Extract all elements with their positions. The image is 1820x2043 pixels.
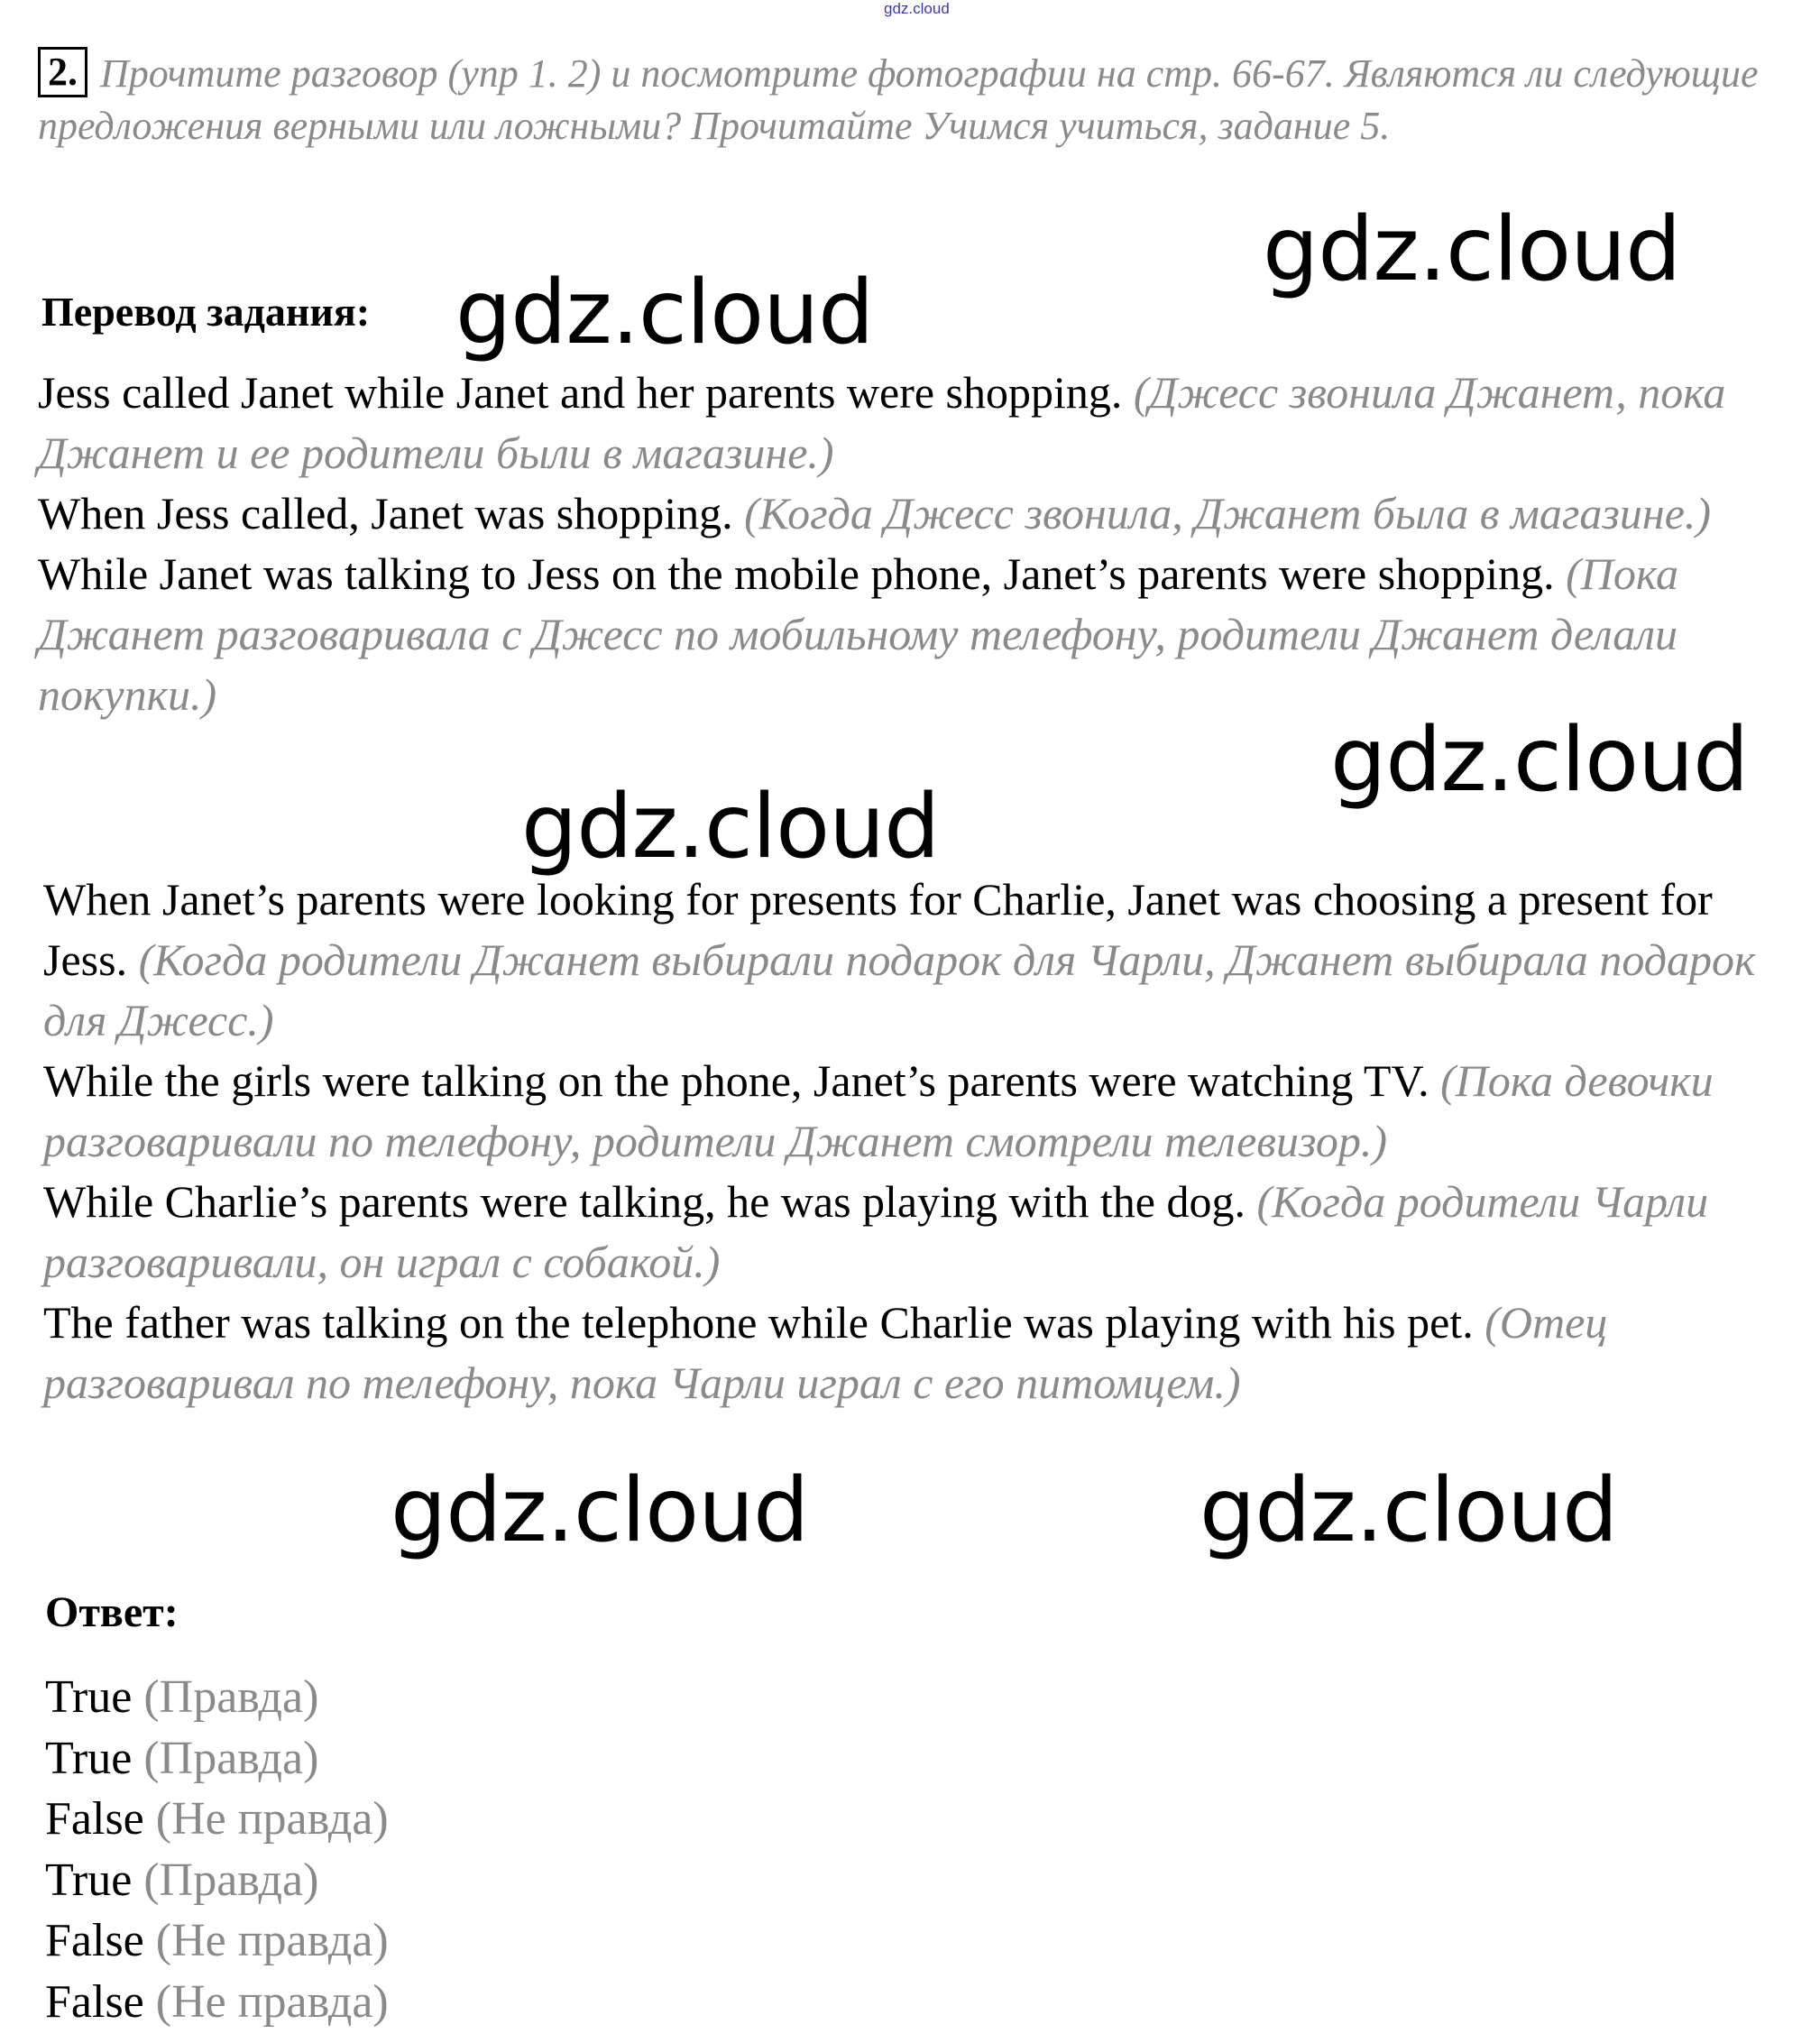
answer-ru: (Правда) [143,1854,319,1906]
answer-item [45,1789,389,1850]
task-number: 2. [38,47,87,97]
sentence [43,1051,1802,1172]
sentence-en: When Janet’s parents were looking for presents for Charlie, Janet was choosing a present for Jess. [43,874,1713,985]
answer-en: True [45,1671,133,1723]
sentence-en: The father was talking on the telephone while Charlie was playing with his pet. [43,1297,1474,1348]
answer-ru: (Не правда) [155,1975,389,2028]
sentence-en: When Jess called, Janet was shopping. [38,488,733,538]
watermark: gdz.cloud [1330,709,1749,812]
answer-en: False [45,1915,144,1966]
watermark: gdz.cloud [1263,198,1681,301]
answer-item [45,1910,389,1972]
sentence-group-2 [43,870,1802,1413]
watermark: gdz.cloud [1200,1459,1618,1562]
sentence-en: While Janet was talking to Jess on the mobile phone, Janet’s parents were shopping. [38,548,1555,599]
sentence-ru: (Когда родители Джанет выбирали подарок для Чарли, Джанет выбирала подарок для Джесс.) [43,934,1756,1045]
answer-en: True [45,1732,133,1784]
answer-item [45,1728,389,1790]
sentence-ru: (Когда родители Чарли разговаривали, он играл с собакой.) [43,1176,1709,1287]
sentence-en: While the girls were talking on the phone, Janet’s parents were watching TV. [43,1055,1429,1106]
sentence-ru: (Пока Джанет разговаривала с Джесс по мобильному телефону, родители Джанет делали покупки.) [38,548,1678,720]
answer-en: False [45,1975,144,2028]
answer-list [45,1667,389,2032]
sentence-ru: (Джесс звонила Джанет, пока Джанет и ее родители были в магазине.) [38,367,1726,478]
watermark: gdz.cloud [391,1459,809,1562]
answer-ru: (Не правда) [155,1793,389,1845]
sentence [38,363,1797,483]
sentence [43,1172,1802,1293]
sentence-ru: (Пока девочки разговаривали по телефону, родители Джанет смотрели телевизор.) [43,1055,1714,1166]
answer-item [45,1972,389,2033]
answer-heading: Ответ: [45,1588,179,1636]
sentence [43,1293,1802,1413]
task-text: Прочтите разговор (упр 1. 2) и посмотрите фотографии на стр. 66-67. Являются ли следующие предложения верными или ложными? Прочитайте Учимся учиться, задание 5. [38,51,1759,148]
sentence [43,870,1802,1051]
sentence-ru: (Отец разговаривал по телефону, пока Чарли играл с его питомцем.) [43,1297,1608,1408]
sentence-ru: (Когда Джесс звонила, Джанет была в магазине.) [744,488,1712,538]
answer-ru: (Правда) [143,1732,319,1784]
sentence-group-1 [38,363,1797,725]
answer-ru: (Правда) [143,1671,319,1723]
top-watermark: gdz.cloud [884,0,950,17]
sentence-en: Jess called Janet while Janet and her parents were shopping. [38,367,1123,418]
answer-ru: (Не правда) [155,1915,389,1966]
sentence [38,544,1797,725]
watermark: gdz.cloud [521,776,940,879]
answer-en: False [45,1793,144,1845]
watermark: gdz.cloud [455,262,874,364]
answer-en: True [45,1854,133,1906]
answer-item [45,1850,389,1911]
translation-heading: Перевод задания: [41,289,371,335]
task-statement [38,47,1797,152]
answer-item [45,1667,389,1728]
sentence [38,483,1797,544]
sentence-en: While Charlie’s parents were talking, he was playing with the dog. [43,1176,1246,1227]
